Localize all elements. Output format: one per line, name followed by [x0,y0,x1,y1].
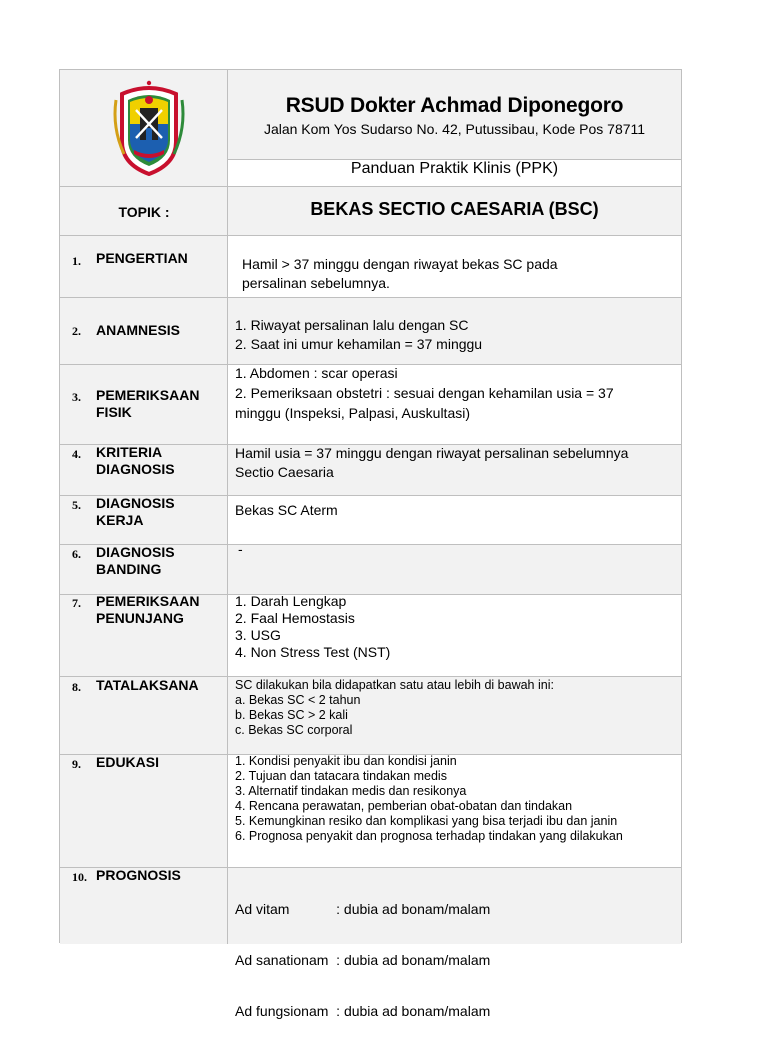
row-number: 3. [72,390,81,404]
row-content: Hamil > 37 minggu dengan riwayat bekas SC pada persalinan sebelumnya. [242,256,558,291]
row-content: 1. Darah Lengkap 2. Faal Hemostasis 3. USG 4. Non Stress Test (NST) [235,593,391,660]
row-divider [60,235,681,236]
hospital-address: Jalan Kom Yos Sudarso No. 42, Putussibau, Kode Pos 78711 [263,121,646,137]
row-label: DIAGNOSIS KERJA [96,495,175,528]
ppk-document [59,69,682,1019]
hospital-name: RSUD Dokter Achmad Diponegoro [285,94,624,117]
row-content: Hamil usia = 37 minggu dengan riwayat persalinan sebelumnya Sectio Caesaria [235,445,629,480]
row-label: KRITERIA DIAGNOSIS [96,444,175,477]
row-content: 1. Kondisi penyakit ibu dan kondisi janin 2. Tujuan dan tatacara tindakan medis 3. Alternatif tindakan medis dan resikonya 4. Rencana perawatan, pemberian obat-obatan dan tindakan 5. Kemungkinan resiko dan komplikasi yang bisa terjadi ibu dan janin 6. Prognosa penyakit dan prognosa terhadap tindakan yang dilakukan [235,754,623,843]
row-number: 1. [72,254,81,268]
row-label: EDUKASI [96,754,160,770]
row-number: 10. [72,870,87,884]
row-content: 1. Riwayat persalinan lalu dengan SC 2. Saat ini umur kehamilan = 37 minggu [235,317,483,352]
row-label: DIAGNOSIS BANDING [96,544,175,577]
header-block [228,70,681,186]
row-divider [60,297,681,298]
row-content: Ad vitam : dubia ad bonam/malam Ad sanationam : dubia ad bonam/malam Ad fungsionam : dubia ad bonam/malam [235,901,491,1019]
row-number: 6. [72,547,81,561]
row-content: 1. Abdomen : scar operasi 2. Pemeriksaan obstetri : sesuai dengan kehamilan usia = 37 minggu (Inspeksi, Palpasi, Auskultasi) [235,365,614,421]
row-number: 4. [72,447,81,461]
row-content: - [238,541,243,557]
row-label: TATALAKSANA [96,677,199,693]
row-content: SC dilakukan bila didapatkan satu atau lebih di bawah ini: a. Bekas SC < 2 tahun b. Bekas SC > 2 kali c. Bekas SC corporal [235,678,554,737]
row-number: 2. [72,324,81,338]
row-number: 9. [72,757,81,771]
row-content: Bekas SC Aterm [235,502,338,518]
regency-coat-of-arms-icon [112,80,186,176]
row-label: PEMERIKSAAN PENUNJANG [96,593,200,626]
row-number: 7. [72,596,81,610]
row-label: PEMERIKSAAN FISIK [96,387,200,420]
topic-label: TOPIK : [118,204,170,220]
document-type: Panduan Praktik Klinis (PPK) [350,160,559,177]
topic-value: BEKAS SECTIO CAESARIA (BSC) [310,199,599,219]
row-number: 5. [72,498,81,512]
row-label: ANAMNESIS [96,322,181,338]
row-label: PROGNOSIS [96,867,181,883]
row-number: 8. [72,680,81,694]
row-divider [60,186,681,187]
row-label: PENGERTIAN [96,250,188,266]
